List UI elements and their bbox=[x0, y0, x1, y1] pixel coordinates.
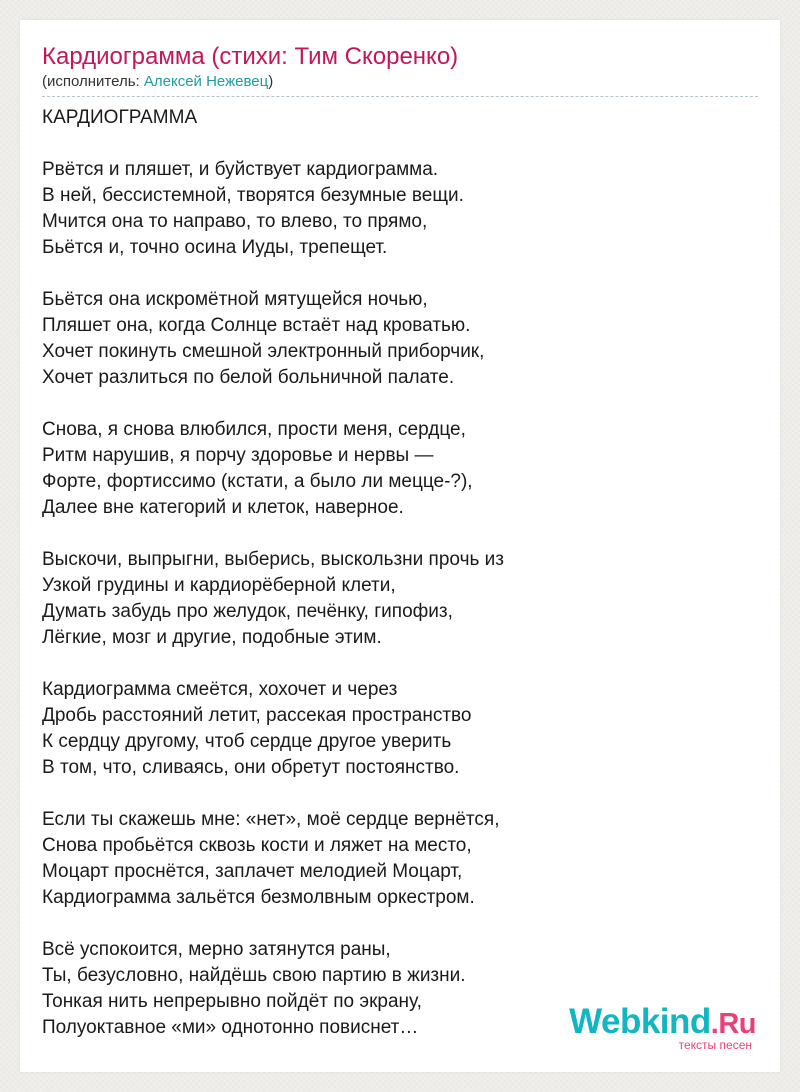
lyric-line: Бьётся она искромётной мятущейся ночью, bbox=[42, 289, 428, 310]
lyric-line: Кардиограмма смеётся, хохочет и через bbox=[42, 679, 398, 700]
lyric-line: Хочет покинуть смешной электронный приборчик, bbox=[42, 341, 485, 362]
lyric-line: Дробь расстояний летит, рассекая пространство bbox=[42, 705, 472, 726]
stanza-5 bbox=[42, 677, 758, 781]
lyric-line: Полуоктавное «ми» однотонно повиснет… bbox=[42, 1017, 419, 1038]
lyric-line: Узкой грудины и кардиорёберной клети, bbox=[42, 575, 396, 596]
lyric-line: Снова, я снова влюбился, прости меня, сердце, bbox=[42, 419, 466, 440]
lyric-line: Бьётся и, точно осина Иуды, трепещет. bbox=[42, 237, 388, 258]
lyrics-page bbox=[20, 20, 780, 1072]
lyric-line: Кардиограмма зальётся безмолвным оркестром. bbox=[42, 887, 475, 908]
performer-line bbox=[42, 73, 273, 91]
lyric-line: В том, что, сливаясь, они обретут постоянство. bbox=[42, 757, 460, 778]
site-logo[interactable] bbox=[569, 1004, 756, 1052]
performer-suffix: ) bbox=[268, 73, 274, 90]
stanza-3 bbox=[42, 417, 758, 521]
lyric-line: В ней, бессистемной, творятся безумные вещи. bbox=[42, 185, 464, 206]
lyric-line: Думать забудь про желудок, печёнку, гипофиз, bbox=[42, 601, 453, 622]
lyric-line: Рвётся и пляшет, и буйствует кардиограмма. bbox=[42, 159, 439, 180]
logo-tld: .Ru bbox=[710, 1008, 756, 1040]
lyric-line: Форте, фортиссимо (кстати, а было ли мецце-?), bbox=[42, 471, 473, 492]
logo-name: Webkind bbox=[569, 1002, 711, 1041]
lyric-line: Тонкая нить непрерывно пойдёт по экрану, bbox=[42, 991, 422, 1012]
header-divider bbox=[42, 96, 758, 97]
lyric-line: Снова пробьётся сквозь кости и ляжет на место, bbox=[42, 835, 472, 856]
stanza-1 bbox=[42, 157, 758, 261]
lyric-line: Ты, безусловно, найдёшь свою партию в жизни. bbox=[42, 965, 466, 986]
lyric-line: Мчится она то направо, то влево, то прямо, bbox=[42, 211, 428, 232]
lyrics-body bbox=[42, 105, 758, 1041]
lyric-line: Пляшет она, когда Солнце встаёт над кроватью. bbox=[42, 315, 471, 336]
logo-tagline: тексты песен bbox=[678, 1038, 752, 1052]
stanza-4 bbox=[42, 547, 758, 651]
lyric-line: Хочет разлиться по белой больничной палате. bbox=[42, 367, 455, 388]
lyric-line: Если ты скажешь мне: «нет», моё сердце вернётся, bbox=[42, 809, 500, 830]
artist-link[interactable]: Алексей Нежевец bbox=[143, 73, 269, 90]
performer-prefix: (исполнитель: bbox=[42, 73, 144, 90]
lyric-line: Выскочи, выпрыгни, выберись, выскользни прочь из bbox=[42, 549, 504, 570]
lyric-line: Далее вне категорий и клеток, наверное. bbox=[42, 497, 404, 518]
stanza-2 bbox=[42, 287, 758, 391]
lyric-line: Моцарт проснётся, заплачет мелодией Моцарт, bbox=[42, 861, 463, 882]
song-title: Кардиограмма (стихи: Тим Скоренко) bbox=[42, 43, 459, 70]
lyrics-heading: КАРДИОГРАММА bbox=[42, 107, 198, 128]
lyric-line: К сердцу другому, чтоб сердце другое уверить bbox=[42, 731, 452, 752]
lyric-line: Лёгкие, мозг и другие, подобные этим. bbox=[42, 627, 382, 648]
stanza-6 bbox=[42, 807, 758, 911]
lyric-line: Всё успокоится, мерно затянутся раны, bbox=[42, 939, 391, 960]
lyric-line: Ритм нарушив, я порчу здоровье и нервы — bbox=[42, 445, 434, 466]
logo-wordmark bbox=[569, 1004, 756, 1042]
